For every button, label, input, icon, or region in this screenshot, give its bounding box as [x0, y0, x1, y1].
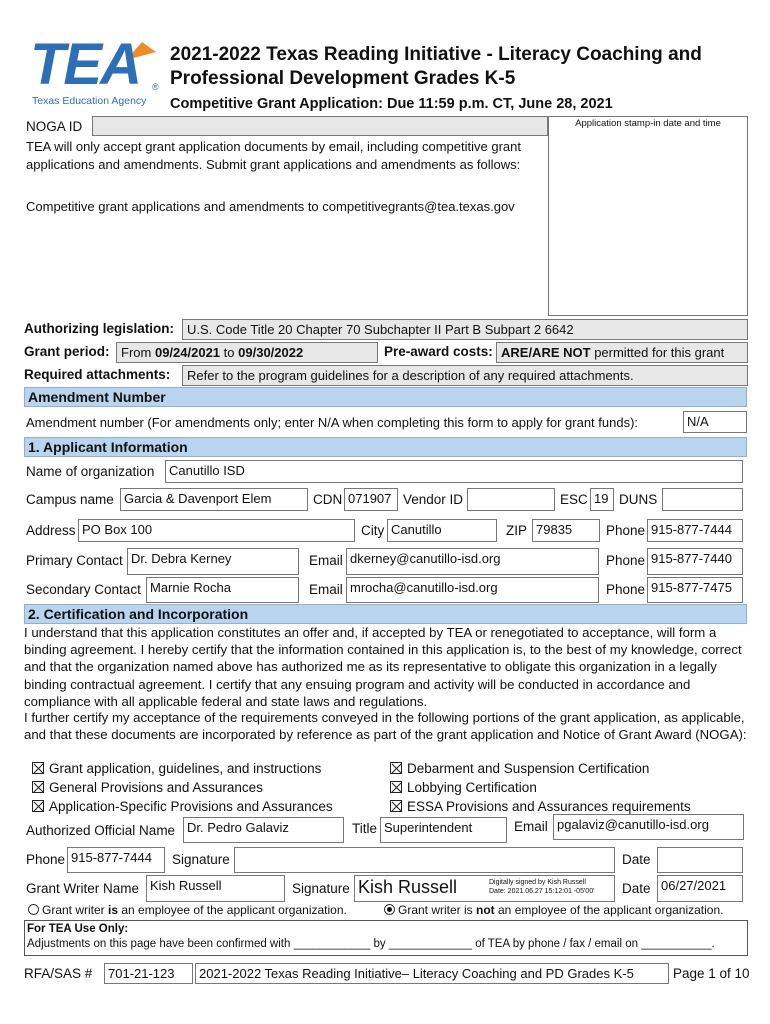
checkbox-checked-icon[interactable]: [390, 781, 402, 793]
grant-period-label: Grant period:: [24, 344, 110, 359]
official-date-label: Date: [622, 852, 651, 867]
primary-phone-label: Phone: [606, 553, 646, 568]
tea-logo: [30, 32, 162, 108]
tea-use-only-text: Adjustments on this page have been confirmed with ____________ by _____________ of TEA by phone / fax / email on ___________.: [27, 938, 715, 950]
required-attachments-label: Required attachments:: [24, 367, 171, 382]
certification-paragraph-2: I further certify my acceptance of the requirements conveyed in the following portions of the grant application, as applicable, and that these documents are incorporated by reference as part of the grant application and Notice of Grant Award (NOGA):: [24, 710, 747, 743]
secondary-phone-label: Phone: [606, 582, 646, 597]
checkbox-checked-icon[interactable]: [32, 781, 44, 793]
primary-contact-label: Primary Contact: [26, 553, 123, 568]
preaward-value: ARE/ARE NOT permitted for this grant: [496, 342, 748, 363]
tea-use-only-box: [24, 920, 748, 956]
authorizing-value: U.S. Code Title 20 Chapter 70 Subchapter II Part B Subpart 2 6642: [182, 319, 748, 340]
tea-use-only-title: For TEA Use Only:: [27, 923, 129, 935]
grant-writer-signature-field[interactable]: [354, 875, 615, 902]
grant-writer-date-label: Date: [622, 881, 651, 896]
page-number: Page 1 of 10: [673, 966, 750, 981]
registered-mark: ®: [152, 82, 159, 92]
program-name: 2021-2022 Texas Reading Initiative– Literacy Coaching and PD Grades K-5: [195, 963, 669, 984]
authorizing-label: Authorizing legislation:: [24, 321, 174, 336]
secondary-contact-input[interactable]: Marnie Rocha: [146, 577, 299, 603]
grant-writer-signature-label: Signature: [292, 881, 350, 896]
campus-name-input[interactable]: Garcia & Davenport Elem: [120, 488, 308, 511]
official-signature-label: Signature: [172, 852, 230, 867]
esc-input[interactable]: 19: [590, 488, 614, 511]
official-title-label: Title: [352, 821, 378, 836]
org-label: Name of organization: [26, 464, 155, 479]
applicant-section-header: 1. Applicant Information: [24, 437, 747, 457]
check-application-specific[interactable]: Application-Specific Provisions and Assurances: [32, 797, 333, 816]
vendor-id-input[interactable]: [467, 488, 555, 511]
official-phone-label: Phone: [26, 852, 66, 867]
check-debarment[interactable]: Debarment and Suspension Certification: [390, 759, 691, 778]
official-date-input[interactable]: [657, 847, 743, 873]
certification-paragraph-1: I understand that this application constitutes an offer and, if accepted by TEA or renegotiated to acceptance, will form a binding agreement. I hereby certify that the information contained in this application is, to the best of my knowledge, correct and that the organization named above has authorized me as its representative to obligate this organization in a legally binding contractual agreement. I certify that any ensuing program and activity will be conducted in accordance and compliance with all applicable federal and state laws and regulations.: [24, 625, 742, 709]
official-name-input[interactable]: Dr. Pedro Galaviz: [183, 817, 344, 843]
writer-is-employee-option[interactable]: Grant writer is an employee of the applicant organization.: [28, 902, 347, 918]
tea-logo-text: TEA: [30, 32, 140, 97]
checkbox-checked-icon[interactable]: [390, 762, 402, 774]
grant-writer-input[interactable]: Kish Russell: [146, 875, 285, 902]
address-label: Address: [26, 523, 76, 538]
primary-email-input[interactable]: dkerney@canutillo-isd.org: [346, 548, 599, 575]
amendment-number-input[interactable]: N/A: [683, 411, 747, 433]
noga-id-input[interactable]: [92, 116, 548, 136]
page-subtitle: Competitive Grant Application: Due 11:59 p.m. CT, June 28, 2021: [170, 96, 613, 112]
vendor-label: Vendor ID: [403, 492, 464, 507]
esc-label: ESC: [560, 492, 588, 507]
check-grant-application[interactable]: Grant application, guidelines, and instructions: [32, 759, 333, 778]
primary-phone-input[interactable]: 915-877-7440: [647, 548, 743, 575]
city-input[interactable]: Canutillo: [387, 519, 497, 542]
duns-label: DUNS: [619, 492, 658, 507]
rfa-number: 701-21-123: [104, 963, 193, 984]
city-label: City: [361, 523, 385, 538]
address-input[interactable]: PO Box 100: [78, 519, 355, 542]
duns-input[interactable]: [662, 488, 743, 511]
radio-unselected-icon[interactable]: [28, 904, 39, 915]
stamp-label: Application stamp-in date and time: [575, 118, 721, 129]
grant-writer-signature-text: Kish Russell: [358, 877, 458, 897]
check-lobbying[interactable]: Lobbying Certification: [390, 778, 691, 797]
certification-section-header: 2. Certification and Incorporation: [24, 604, 747, 624]
page-title: 2021-2022 Texas Reading Initiative - Literacy Coaching and Professional Development Grades K-5: [170, 44, 702, 89]
phone-label: Phone: [606, 523, 646, 538]
primary-contact-input[interactable]: Dr. Debra Kerney: [127, 548, 299, 575]
official-email-label: Email: [514, 819, 548, 834]
check-essa[interactable]: ESSA Provisions and Assurances requirements: [390, 797, 691, 816]
checkbox-checked-icon[interactable]: [32, 800, 44, 812]
official-email-input[interactable]: pgalaviz@canutillo-isd.org: [553, 814, 744, 840]
grant-period-value: From 09/24/2021 to 09/30/2022: [116, 342, 378, 363]
official-phone-input[interactable]: 915-877-7444: [67, 847, 165, 873]
primary-email-label: Email: [309, 553, 343, 568]
zip-label: ZIP: [506, 523, 528, 538]
amendment-section-header: Amendment Number: [24, 387, 747, 407]
preaward-label: Pre-award costs:: [384, 344, 493, 359]
checkbox-checked-icon[interactable]: [390, 800, 402, 812]
amendment-label: Amendment number (For amendments only; enter N/A when completing this form to apply for grant funds):: [26, 415, 639, 430]
intro-text: TEA will only accept grant application documents by email, including competitive grant applications and amendments. Submit grant applications and amendments as follows:: [26, 139, 521, 172]
checkbox-checked-icon[interactable]: [32, 762, 44, 774]
stamp-box: [548, 116, 748, 316]
grant-writer-label: Grant Writer Name: [26, 881, 140, 896]
intro-email-text: Competitive grant applications and amendments to competitivegrants@tea.texas.gov: [26, 199, 515, 214]
secondary-contact-label: Secondary Contact: [26, 582, 141, 597]
digital-signature-stamp: Digitally signed by Kish Russell Date: 2021.06.27 15:12:01 -05'00': [489, 879, 595, 895]
secondary-phone-input[interactable]: 915-877-7475: [647, 577, 743, 603]
secondary-email-input[interactable]: mrocha@canutillo-isd.org: [346, 577, 599, 603]
check-general-provisions[interactable]: General Provisions and Assurances: [32, 778, 333, 797]
secondary-email-label: Email: [309, 582, 343, 597]
grant-writer-date-input[interactable]: 06/27/2021: [657, 875, 743, 902]
required-attachments-value: Refer to the program guidelines for a description of any required attachments.: [182, 365, 748, 386]
official-name-label: Authorized Official Name: [26, 823, 176, 838]
certification-checklist-right: [390, 759, 691, 816]
campus-label: Campus name: [26, 492, 114, 507]
cdn-label: CDN: [313, 492, 343, 507]
certification-checklist-left: [32, 759, 333, 816]
org-name-input[interactable]: Canutillo ISD: [165, 460, 743, 483]
official-signature-field[interactable]: [234, 847, 615, 873]
noga-label: NOGA ID: [26, 119, 83, 134]
writer-not-employee-option[interactable]: Grant writer is not an employee of the applicant organization.: [384, 902, 724, 918]
phone-input[interactable]: 915-877-7444: [647, 519, 743, 542]
radio-selected-icon[interactable]: [384, 904, 395, 915]
official-title-input[interactable]: Superintendent: [380, 817, 507, 843]
zip-input[interactable]: 79835: [532, 519, 600, 542]
cdn-input[interactable]: 071907: [344, 488, 398, 511]
tea-logo-subtitle: Texas Education Agency: [32, 95, 147, 107]
rfa-label: RFA/SAS #: [24, 966, 93, 981]
